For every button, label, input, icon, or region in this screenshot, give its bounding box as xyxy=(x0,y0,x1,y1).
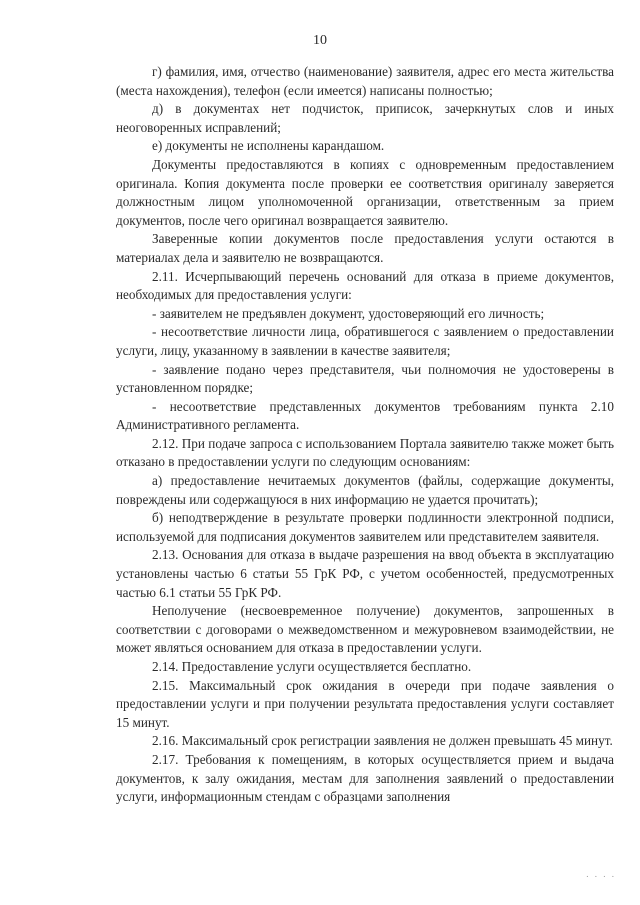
section-2-15: 2.15. Максимальный срок ожидания в очереди при подаче заявления о предоставлении услуги и при получении результата предоставления услуги составляет 15 минут. xyxy=(116,677,614,730)
scan-artifact: . . . . xyxy=(586,869,616,879)
section-2-12: 2.12. При подаче запроса с использованием Портала заявителю также может быть отказано в предоставлении услуги по следующим основаниям: xyxy=(116,435,614,470)
list-item: б) неподтверждение в результате проверки подлинности электронной подписи, используемой для подписания документов заявителем или представителем заявителя. xyxy=(116,510,614,544)
list-item: - заявителем не предъявлен документ, удостоверяющий его личность; xyxy=(152,305,545,321)
page-number: 10 xyxy=(313,33,327,48)
paragraph-d: д) в документах нет подчисток, приписок, зачеркнутых слов и иных неоговоренных исправлений; xyxy=(116,101,614,135)
section-2-11: 2.11. Исчерпывающий перечень оснований для отказа в приеме документов, необходимых для предоставления услуги: xyxy=(116,268,614,303)
list-item: - заявление подано через представителя, чьи полномочия не удостоверены в установленном порядке; xyxy=(116,361,614,396)
section-2-14: 2.14. Предоставление услуги осуществляется бесплатно. xyxy=(152,659,472,674)
paragraph-copies: Документы предоставляются в копиях с одновременным предоставлением оригинала. Копия документа после проверки ее соответствия оригиналу заверяется должностным лицом уполномоченной организации, ответственным за прием документов, после чего оригинал возвращается заявителю. xyxy=(116,156,614,228)
paragraph-e: е) документы не исполнены карандашом. xyxy=(152,138,385,154)
section-2-16: 2.16. Максимальный срок регистрации заявления не должен превышать 45 минут. xyxy=(152,733,613,749)
document-body xyxy=(116,63,614,807)
paragraph-certified-copies: Заверенные копии документов после предоставления услуги остаются в материалах дела и заявителю не возвращаются. xyxy=(116,231,614,265)
list-item: а) предоставление нечитаемых документов (файлы, содержащие документы, повреждены или содержащуюся в них информацию не удается прочитать); xyxy=(116,473,614,507)
section-2-17: 2.17. Требования к помещениям, в которых осуществляется прием и выдача документов, к залу ожидания, местам для заполнения заявлений о предоставлении услуги, информационным стендам с образцами заполнения xyxy=(116,751,614,805)
paragraph-g: г) фамилия, имя, отчество (наименование) заявителя, адрес его места жительства (места нахождения), телефон (если имеется) написаны полностью; xyxy=(116,64,614,98)
section-2-13: 2.13. Основания для отказа в выдаче разрешения на ввод объекта в эксплуатацию установлены частью 6 статьи 55 ГрК РФ, с учетом особенностей, предусмотренных частью 6.1 статьи 55 ГрК РФ. xyxy=(116,547,614,600)
list-item: - несоответствие представленных документов требованиям пункта 2.10 Административного регламента. xyxy=(116,398,614,433)
paragraph-non-receipt: Неполучение (несвоевременное получение) документов, запрошенных в соответствии с договорами о межведомственном и межуровневом взаимодействии, не может являться основанием для отказа в предоставлении услуги. xyxy=(116,603,614,656)
list-item: - несоответствие личности лица, обратившегося с заявлением о предоставлении услуги, лицу, указанному в заявлении в качестве заявителя; xyxy=(116,324,614,358)
